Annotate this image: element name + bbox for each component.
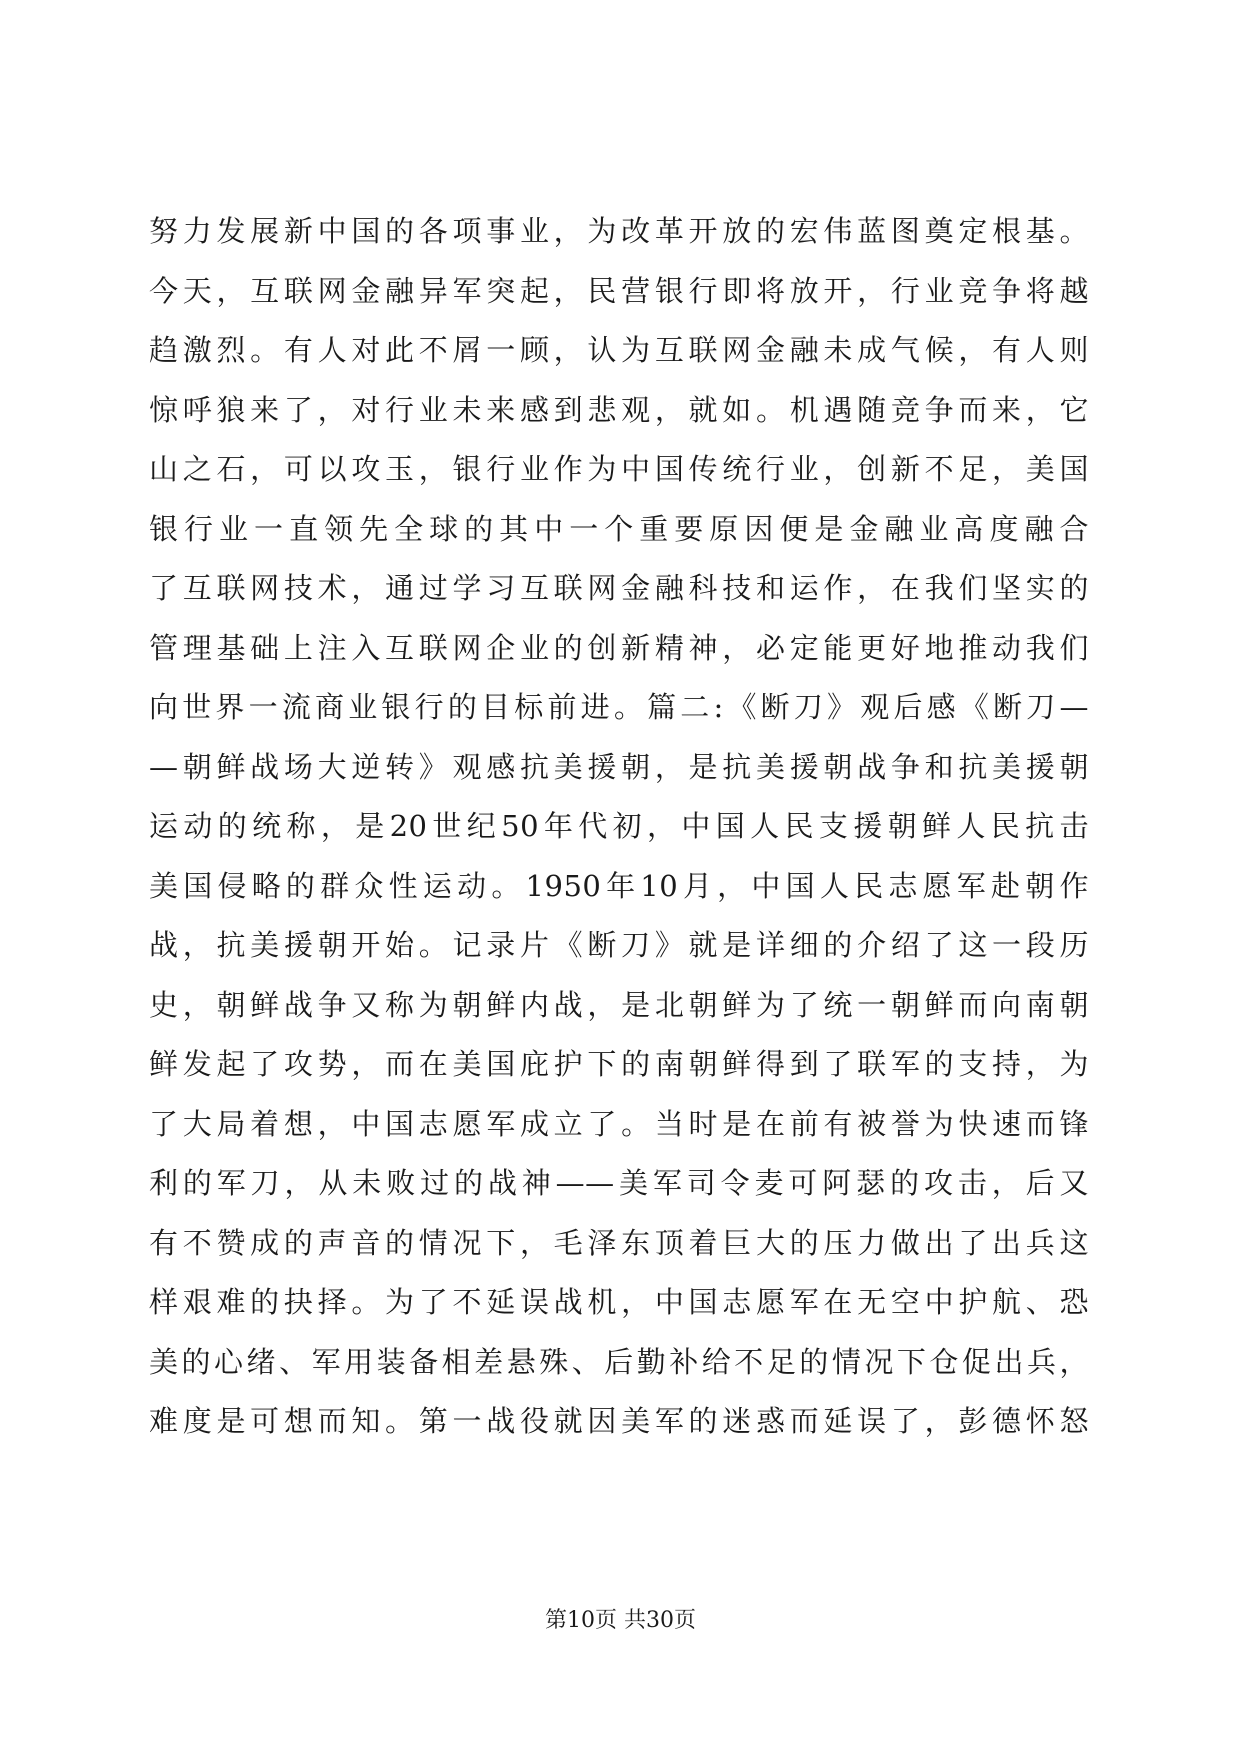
text-line: 运动的统称，是20世纪50年代初，中国人民支援朝鲜人民抗击: [149, 809, 1089, 843]
text-line: 鲜发起了攻势，而在美国庇护下的南朝鲜得到了联军的支持，为: [149, 1047, 1089, 1081]
text-line: 有不赞成的声音的情况下，毛泽东顶着巨大的压力做出了出兵这: [149, 1225, 1089, 1260]
text-line: 美的心绪、军用装备相差悬殊、后勤补给不足的情况下仓促出兵，: [149, 1344, 1089, 1379]
text-line: 样艰难的抉择。为了不延误战机，中国志愿军在无空中护航、恐: [149, 1285, 1089, 1319]
text-line: 难度是可想而知。第一战役就因美军的迷惑而延误了，彭德怀怒: [149, 1404, 1089, 1438]
text-line: 努力发展新中国的各项事业，为改革开放的宏伟蓝图奠定根基。: [149, 214, 1089, 248]
text-line: 山之石，可以攻玉，银行业作为中国传统行业，创新不足，美国: [149, 452, 1089, 486]
text-line: 了大局着想，中国志愿军成立了。当时是在前有被誉为快速而锋: [149, 1106, 1089, 1141]
text-line: —朝鲜战场大逆转》观感抗美援朝，是抗美援朝战争和抗美援朝: [149, 749, 1089, 784]
text-line: 惊呼狼来了，对行业未来感到悲观，就如。机遇随竞争而来，它: [149, 392, 1089, 427]
text-line: 战，抗美援朝开始。记录片《断刀》就是详细的介绍了这一段历: [149, 928, 1089, 962]
page-number-footer: 第10页 共30页: [545, 1608, 696, 1633]
text-line: 趋激烈。有人对此不屑一顾，认为互联网金融未成气候，有人则: [149, 333, 1089, 367]
text-line: 向世界一流商业银行的目标前进。篇二:《断刀》观后感《断刀—: [149, 690, 1089, 724]
body-text: [149, 202, 1089, 1452]
text-line: 银行业一直领先全球的其中一个重要原因便是金融业高度融合: [149, 511, 1089, 546]
text-line: 了互联网技术，通过学习互联网金融科技和运作，在我们坚实的: [149, 571, 1089, 605]
text-line: 今天，互联网金融异军突起，民营银行即将放开，行业竞争将越: [149, 273, 1089, 308]
text-line: 美国侵略的群众性运动。1950年10月，中国人民志愿军赴朝作: [149, 868, 1089, 903]
text-line: 管理基础上注入互联网企业的创新精神，必定能更好地推动我们: [149, 630, 1089, 665]
text-line: 史，朝鲜战争又称为朝鲜内战，是北朝鲜为了统一朝鲜而向南朝: [149, 987, 1089, 1022]
text-line: 利的军刀，从未败过的战神——美军司令麦可阿瑟的攻击，后又: [149, 1166, 1089, 1200]
